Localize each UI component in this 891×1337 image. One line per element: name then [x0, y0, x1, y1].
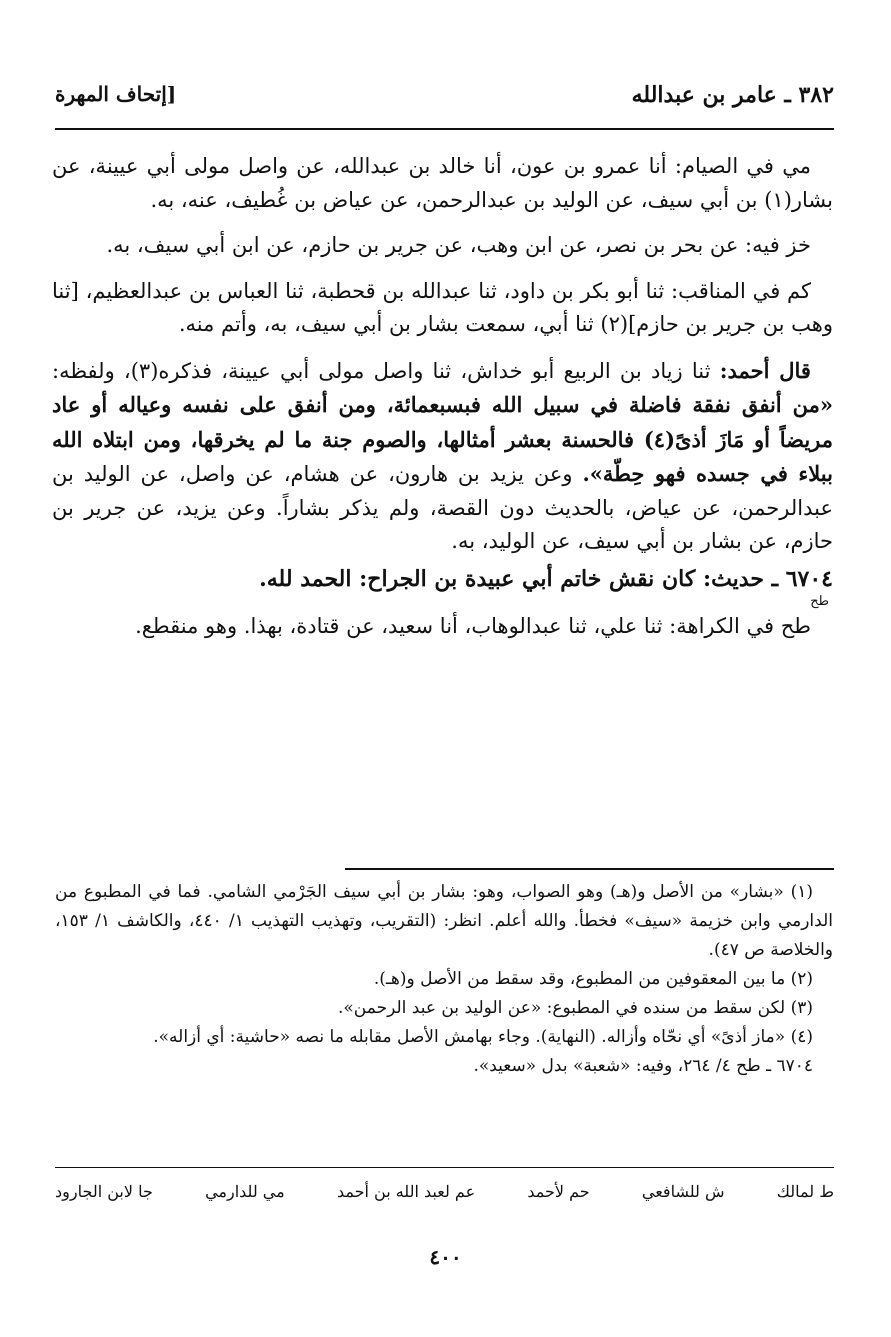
hadith-matn: «من أنفق نفقة فاضلة في سبيل الله فبسبعمائة، ومن أنفق على نفسه وعياله أو عاد مريضاً أو مَازَ أذىً(٤) فالحسنة بعشر أمثالها، والصوم جنة ما لم يخرقها، ومن ابتلاه الله ببلاء في جسده فهو حِطّة». — [52, 392, 834, 486]
footnote-divider — [345, 868, 834, 870]
legend-item: جا لابن الجارود — [55, 1182, 153, 1201]
main-text — [52, 150, 833, 656]
page-number: ٤٠٠ — [429, 1245, 462, 1269]
paragraph-hakim: كم في المناقب: ثنا أبو بكر بن داود، ثنا عبدالله بن قحطبة، ثنا العباس بن عبدالعظيم، [ثنا وهب بن جرير بن حازم](٢) ثنا أبي، سمعت بشار بن أبي سيف، به، وأتم منه. — [52, 278, 833, 336]
footnote-2: (٢) ما بين المعقوفين من المطبوع، وقد سقط من الأصل و(هـ). — [373, 969, 813, 989]
ahmad-isnad: ثنا زياد بن الربيع أبو خداش، ثنا واصل مولى أبي عيينة، فذكره(٣)، ولفظه: — [52, 358, 720, 383]
footnote-1: (١) «بشار» من الأصل و(هـ) وهو الصواب، وهو: بشار بن أبي سيف الجَرْمي الشامي. فما في المطبوع من الدارمي وابن خزيمة «سيف» فخطأ. والله أعلم. انظر: (التقريب، وتهذيب التهذيب ١/ ٤٤٠، والكاشف ١/ ١٥٣، والخلاصة ص ٤٧). — [55, 882, 833, 960]
paragraph-tahawi: طح في الكراهة: ثنا علي، ثنا عبدالوهاب، أنا سعيد، عن قتادة، بهذا. وهو منقطع. — [135, 614, 811, 638]
hadith-title: حديث: كان نقش خاتم أبي عبيدة بن الجراح: الحمد لله. — [259, 565, 772, 592]
ahmad-other-routes: وعن يزيد بن هارون، عن هشام، عن واصل، عن الوليد بن عبدالرحمن، عن عياض، بالحديث دون القصة، ولم يذكر بشاراً. وعن يزيد، عن جرير بن حازم، عن بشار بن أبي سيف، عن الوليد، به. — [52, 462, 834, 553]
footnote-3: (٣) لكن سقط من سنده في المطبوع: «عن الوليد بن عبد الرحمن». — [338, 998, 813, 1018]
footnotes — [55, 878, 833, 1081]
paragraph-ahmad — [52, 354, 833, 559]
footnote-4: (٤) «ماز أذىً» أي نحّاه وأزاله. (النهاية). وجاء بهامش الأصل مقابله ما نصه «حاشية: أي أزاله». — [153, 1027, 813, 1047]
paragraph-darimi: مي في الصيام: أنا عمرو بن عون، أنا خالد بن عبدالله، عن واصل مولى أبي عيينة، عن بشار(١) بن أبي سيف، عن الوليد بن عبدالرحمن، عن عياض بن غُطيف، عنه، به. — [52, 154, 833, 212]
header-divider — [55, 128, 834, 130]
legend-item: حم لأحمد — [527, 1182, 590, 1201]
paragraph-ibn-khuzayma: خز فيه: عن بحر بن نصر، عن ابن وهب، عن جرير بن حازم، عن ابن أبي سيف، به. — [106, 233, 811, 257]
hadith-number: ٦٧٠٤ ـ — [771, 565, 833, 592]
sigla-legend — [55, 1182, 834, 1201]
source-siglum: طح — [810, 594, 829, 609]
hadith-heading — [52, 563, 833, 597]
running-header — [55, 82, 834, 122]
footnote-6704: ٦٧٠٤ ـ طح ٤/ ٢٦٤، وفيه: «شعبة» بدل «سعيد». — [473, 1056, 813, 1076]
legend-divider — [55, 1167, 834, 1168]
chapter-title: ٣٨٢ ـ عامر بن عبدالله — [631, 82, 834, 108]
book-title: [إتحاف المهرة — [55, 82, 177, 106]
ahmad-lead: قال أحمد: — [719, 357, 811, 383]
legend-item: مي للدارمي — [205, 1182, 285, 1201]
legend-item: ش للشافعي — [641, 1182, 725, 1201]
legend-item: ط لمالك — [776, 1182, 834, 1201]
legend-item: عم لعبد الله بن أحمد — [336, 1182, 476, 1201]
